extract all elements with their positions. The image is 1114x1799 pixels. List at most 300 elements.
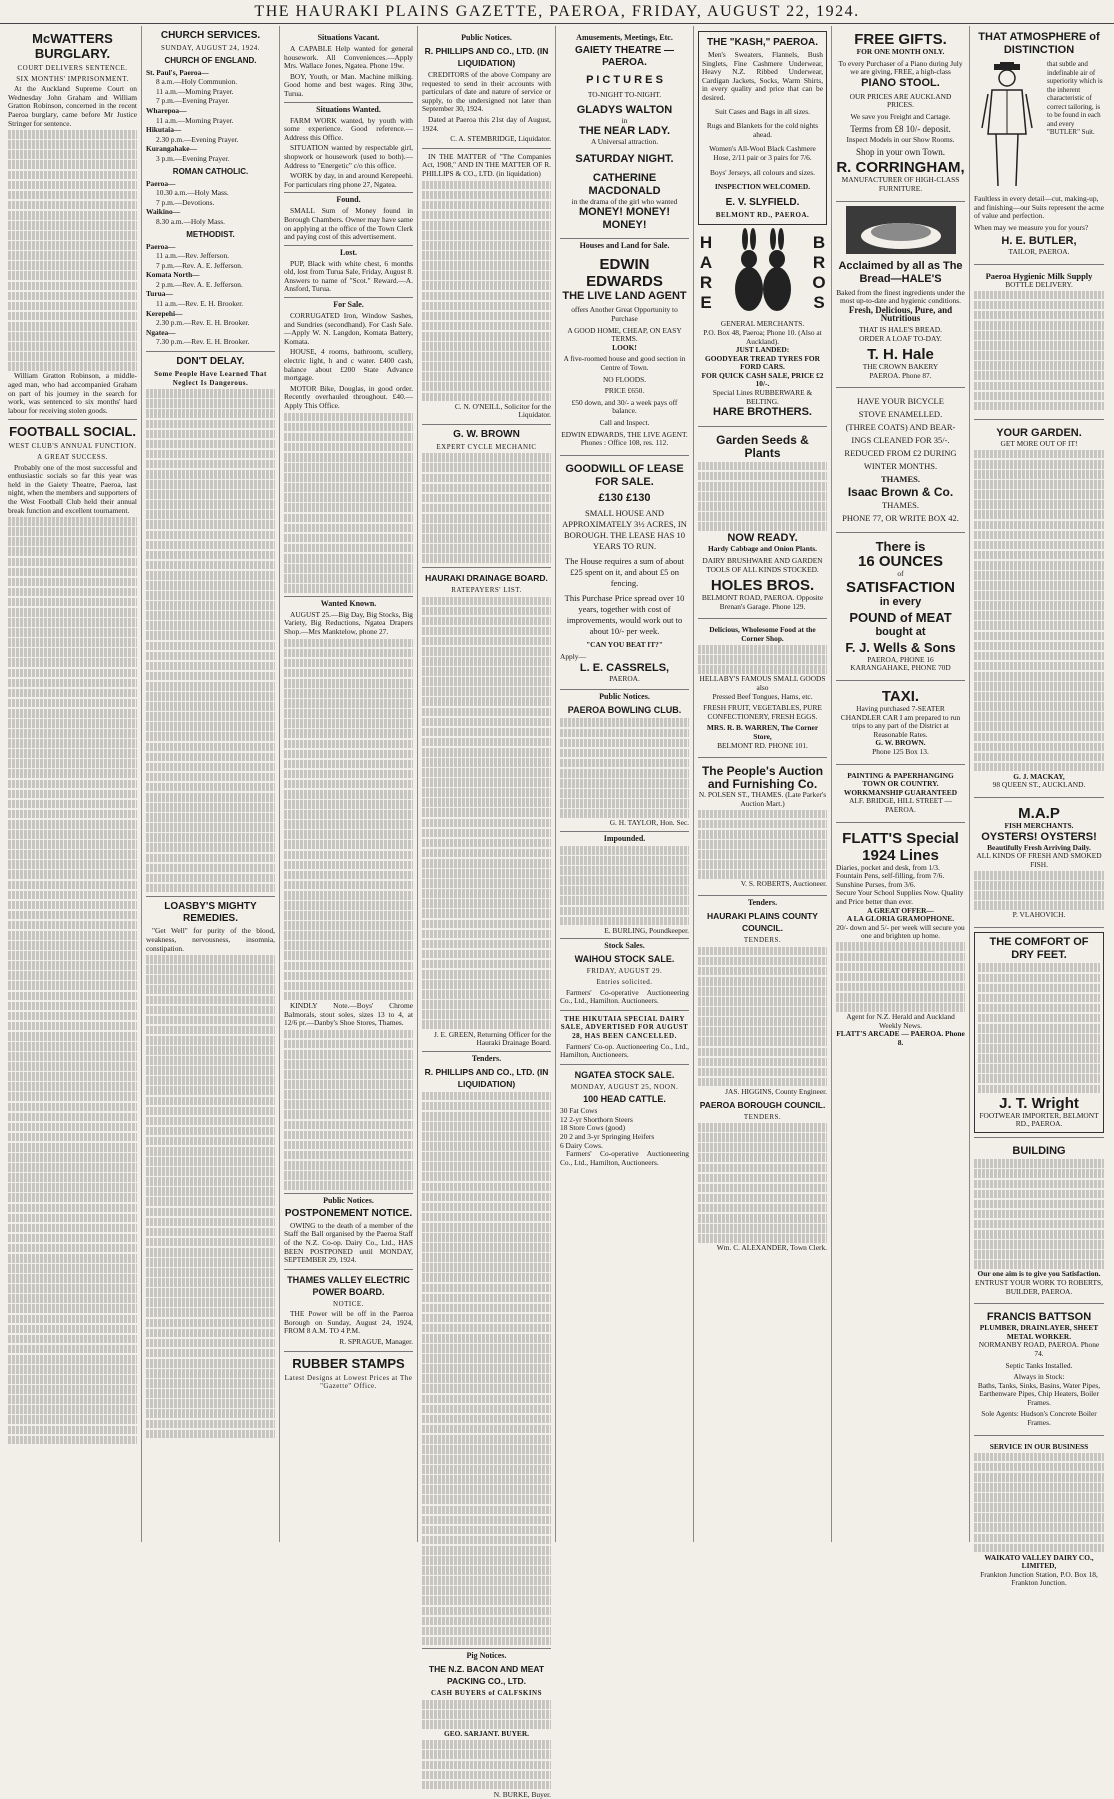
inspect-line: Inspect Models in our Show Rooms.: [846, 135, 955, 145]
notice-signature: G. H. TAYLOR, Hon. Sec.: [609, 818, 689, 828]
article-text-block: [8, 517, 137, 1444]
oysters: OYSTERS! OYSTERS!: [981, 830, 1097, 843]
bought-at: bought at: [875, 625, 926, 638]
film-sub: A Universal attraction.: [590, 137, 659, 147]
fish-merchants: FISH MERCHANTS.: [1004, 821, 1074, 831]
hale-signature: T. H. Hale: [867, 346, 934, 364]
stove-line: STOVE ENAMELLED.: [858, 409, 943, 420]
taxi-phone: Phone 125 Box 13.: [872, 747, 929, 757]
ad-phones: Phones : Office 108, res. 112.: [580, 438, 669, 448]
one-aim: Our one aim is to give you Satisfaction.: [977, 1269, 1101, 1279]
notice-text-block: [422, 1092, 551, 1646]
waikato-address: Frankton Junction Station, P.O. Box 18, Frankton Junction.: [980, 1569, 1098, 1588]
flatt-gramophone: A LA GLORIA GRAMOPHONE.: [846, 914, 955, 924]
section-public-notices: Public Notices.: [284, 1193, 413, 1206]
wright-footwear: FOOTWEAR IMPORTER, BELMONT RD., PAEROA.: [979, 1110, 1099, 1129]
flatt-gramophone-price: 20/- down and 5/- per week will secure you one and brighten up home.: [836, 922, 965, 941]
film-sub: in the drama of the girl who wanted: [571, 196, 678, 206]
wells-address: PAEROA, PHONE 16: [867, 654, 934, 664]
taxi-body: Having purchased 7-SEATER CHANDLER CAR I am prepared to run trips to any part of the District at Reasonable Rates.: [840, 704, 961, 739]
article-text-block: [146, 955, 275, 1438]
warren-signature: MRS. R. B. WARREN, The Corner Store,: [706, 723, 819, 741]
article-body: Probably one of the most successful and enthusiastic socials so far this year was held in the Gaiety Theatre, Paeroa, last night, when the members and supporters of the West Football Club held their annual break function and excellent tournament.: [8, 462, 137, 515]
entrust: ENTRUST YOUR WORK TO ROBERTS,: [975, 1277, 1103, 1287]
ad-rubber-stamps: RUBBER STAMPS: [292, 1355, 405, 1371]
ad-text-block: [974, 291, 1104, 411]
kash-line: Rugs and Blankets for the cold nights ahead.: [706, 121, 819, 139]
flatt-signature: FLATT'S ARCADE — PAEROA. Phone 8.: [836, 1029, 965, 1047]
service-time: 7 p.m.—Evening Prayer.: [156, 96, 230, 106]
ad-isaac-brown: [836, 392, 965, 528]
agent-tagline: THE LIVE LAND AGENT: [562, 290, 687, 303]
in-every: in every: [879, 595, 922, 608]
reduced-line: REDUCED FROM £2 DURING: [844, 448, 957, 459]
when-body: When may we measure you for yours?: [974, 222, 1089, 232]
ad-text-block: [422, 1700, 551, 1729]
place-name: Ngatea—: [146, 327, 176, 337]
ad-text: A five-roomed house and good section in Centre of Town.: [563, 354, 686, 372]
kash-line: Women's All-Wool Black Cashmere Hose, 2/11 pair or 3 pairs for 7/6.: [709, 144, 816, 162]
section-stock-sales: Stock Sales.: [560, 938, 689, 951]
kash-line: Suit Cases and Bags in all sizes.: [714, 106, 811, 116]
classified-ad: WORK by day, in and around Kerepeehi. For particulars ring phone 27, Ngatea.: [284, 171, 413, 189]
place-name: Turua—: [146, 289, 173, 299]
sixteen-ounces: 16 OUNCES: [857, 553, 944, 571]
classified-ad: AUGUST 25.—Big Day, Big Stocks, Big Variety, Big Reductions, Ngatea Drapers Shop.—Mrs Manktelow, phone 27.: [284, 609, 413, 636]
sale-cattle: 100 HEAD CATTLE.: [583, 1094, 666, 1105]
thats-line: THAT IS HALE'S BREAD.: [859, 324, 942, 334]
ad-text-block: [422, 1740, 551, 1789]
place-name: Kurangahake—: [146, 144, 197, 154]
methodist: METHODIST.: [186, 229, 235, 239]
waikato-signature: WAIKATO VALLEY DAIRY CO., LIMITED,: [984, 1552, 1094, 1571]
tender-signature: Wm. C. ALEXANDER, Town Clerk.: [716, 1243, 827, 1253]
place-name: St. Paul's, Paeroa—: [146, 67, 209, 77]
place-name: Paeroa—: [146, 178, 176, 188]
holes-signature: HOLES BROS.: [710, 577, 815, 595]
section-public-notices: Public Notices.: [461, 33, 512, 42]
order-line: ORDER A LOAF TO-DAY.: [859, 333, 942, 343]
atmosphere-heading: THAT ATMOSPHERE of DISTINCTION: [978, 31, 1100, 56]
column-3: [280, 26, 418, 1542]
thames-line: THAMES.: [881, 474, 920, 485]
ad-text-block: [974, 450, 1104, 772]
classified-ad: A CAPABLE Help wanted for general housework. All Conveniences.—Apply Mrs. Wallace Jones, Ngatea. Phone 19w.: [284, 44, 413, 71]
column-4: [418, 26, 556, 1799]
battson-always: Always in Stock:: [1013, 1372, 1065, 1382]
peoples-heading: The People's Auction and Furnishing Co.: [701, 764, 824, 792]
gentleman-illustration: [974, 62, 1044, 190]
fresh-fruit: FRESH FRUIT, VEGETABLES, PURE CONFECTIONERY, FRESH EGGS.: [703, 703, 822, 721]
ad-bacon: THE N.Z. BACON AND MEAT PACKING CO., LTD.: [428, 1664, 545, 1687]
ad-goodwill: [560, 460, 689, 687]
section-wanted-known: Wanted Known.: [284, 596, 413, 609]
service-time: 11 a.m.—Morning Prayer.: [156, 115, 234, 125]
sale-auctioneer: Farmers' Co-op. Auctioneering Co., Ltd., Hamilton, Auctioneers.: [560, 1041, 689, 1060]
taxi-heading: TAXI.: [881, 688, 920, 706]
agent-name: EDWIN EDWARDS: [586, 256, 663, 291]
article-body: At the Auckland Supreme Court on Wednesday John Graham and William Gratton Robinson, concerned in the recent Paeroa burglary, came before Mr Justice Stringer for sentence.: [8, 84, 137, 128]
film-title: MONEY! MONEY! MONEY!: [578, 206, 671, 232]
taxi-signature: G. W. BROWN.: [875, 738, 926, 748]
ad-price: PRICE £650.: [604, 386, 645, 396]
ad-text: Call and Inspect.: [599, 417, 650, 427]
free-gifts-body: To every Purchaser of a Piano during July we are giving, FREE, a high-class: [838, 58, 963, 77]
ad-text: £50 down, and 30/- a week pays off balance.: [571, 397, 678, 416]
flatt-item: Fountain Pens, self-filling, from 7/6.: [836, 871, 945, 881]
service-time: 2.30 p.m.—Rev. E. H. Brooker.: [156, 318, 250, 328]
battson-address: NORMANBY ROAD, PAEROA. Phone 74.: [978, 1340, 1100, 1358]
subhead-court: COURT DELIVERS SENTENCE.: [17, 64, 128, 72]
classified-text-block: [284, 1030, 413, 1190]
ad-text: offers Another Great Opportunity to Purchase: [571, 305, 678, 323]
goodwill-heading: GOODWILL OF LEASE FOR SALE.: [565, 462, 684, 488]
ad-text-block: [974, 1159, 1104, 1269]
ad-building: [974, 1142, 1104, 1299]
mackay-address: 98 QUEEN ST., AUCKLAND.: [992, 780, 1086, 790]
classified-ad: MOTOR Bike, Douglas, in good order. Recently overhauled throughout. £40.—Apply This Office.: [284, 383, 413, 410]
bicycle-line: HAVE YOUR BICYCLE: [857, 396, 944, 407]
freight-line: We save you Freight and Cartage.: [850, 111, 951, 121]
crown-address: PAEROA. Phone 87.: [869, 370, 932, 380]
warren-address: BELMONT RD. PHONE 101.: [717, 740, 808, 750]
map-heading: M.A.P: [1018, 805, 1060, 823]
kash-signature: E. V. SLYFIELD.: [725, 196, 800, 208]
isaac-phone: PHONE 77, OR WRITE BOX 42.: [842, 513, 959, 524]
ad-text-block: [422, 453, 551, 563]
headline-dont-delay: DON'T DELAY.: [176, 356, 245, 368]
rabbits-illustration: [721, 229, 805, 317]
kash-address: BELMONT RD., PAEROA.: [715, 210, 810, 219]
section-amusements: Amusements, Meetings, Etc.: [576, 33, 673, 42]
service-time: 11 a.m.—Rev. E. H. Brooker.: [156, 299, 244, 309]
ad-text: This Purchase Price spread over 10 years, together with cost of improvements, would work out to about 10/- per week.: [564, 592, 685, 636]
workmanship: WORKMANSHIP GUARANTEED: [843, 787, 958, 797]
notice-text-block: [560, 846, 689, 925]
wells-signature: F. J. Wells & Sons: [845, 639, 956, 655]
column-6: [694, 26, 832, 1542]
section-situations-wanted: Situations Wanted.: [284, 102, 413, 115]
crown-bakery: THE CROWN BAKERY: [862, 362, 939, 372]
vlahovich-signature: P. VLAHOVICH.: [1012, 910, 1066, 920]
headline-church-services: CHURCH SERVICES.: [160, 30, 261, 41]
sale-entries: Entries solicited.: [596, 977, 653, 986]
sale-waihou: WAIHOU STOCK SALE.: [574, 954, 675, 965]
roman-catholic: ROMAN CATHOLIC.: [172, 166, 249, 176]
subhead-success: A GREAT SUCCESS.: [37, 452, 108, 461]
ad-text-block: [698, 462, 827, 531]
ad-pictures: [560, 71, 689, 235]
builder: BUILDER, PAEROA.: [1005, 1286, 1073, 1296]
service-time: 7 p.m.—Rev. A. E. Jefferson.: [156, 260, 243, 270]
notice-signature: C. A. STEMBRIDGE, Liquidator.: [450, 134, 551, 144]
subhead-sentence: SIX MONTHS' IMPRISONMENT.: [16, 74, 129, 83]
atmosphere-body: that subtle and indefinable air of superiority which is the inherent characteristic of correct tailoring, is to be found in each and every "BUTLER" Suit.: [1047, 60, 1103, 136]
battson-sole: Sole Agents: Hudson's Concrete Boiler Frames.: [981, 1409, 1097, 1428]
flatt-offer: A GREAT OFFER—: [867, 905, 934, 915]
flatt-agent: Agent for N.Z. Herald and Auckland Weekly News.: [846, 1012, 955, 1030]
flatt-item: Secure Your School Supplies Now. Quality and Price better than ever.: [836, 888, 964, 906]
bakery-illustration: [846, 206, 956, 254]
classified-ad: CORRUGATED Iron, Window Sashes, and Sundries (secondhand). For Cash Sale.—Apply W. N. Langdon, Komata Battery, Komata.: [284, 311, 413, 346]
milk-heading: Paeroa Hygienic Milk Supply: [985, 270, 1093, 281]
notice-date: Dated at Paeroa this 21st day of August, 1924.: [422, 114, 551, 133]
newspaper-page: [4, 26, 1110, 1799]
flatt-heading: FLATT'S Special 1924 Lines: [842, 829, 959, 864]
ad-waikato: [974, 1440, 1104, 1591]
column-2: [142, 26, 280, 1542]
ad-painting: [836, 769, 965, 818]
acclaimed-heading: Acclaimed by all as The Bread—HALE'S: [838, 259, 963, 285]
tender-text-block: [698, 947, 827, 1087]
tender-hauraki: HAURAKI PLAINS COUNTY COUNCIL.: [707, 911, 818, 934]
column-5: [556, 26, 694, 1542]
ad-comfort: [974, 932, 1104, 1133]
bros-letters: B R O S: [812, 233, 826, 313]
ad-hales-bread: [836, 257, 965, 384]
beautifully: Beautifully Fresh Arriving Daily.: [987, 842, 1091, 852]
hare-quick: FOR QUICK CASH SALE, PRICE £2 10/-.: [701, 370, 824, 389]
battson-trade: PLUMBER, DRAINLAYER, SHEET METAL WORKER.: [979, 1323, 1099, 1341]
notice-label: NOTICE.: [333, 1299, 364, 1308]
wells-address-2: KARANGAHAKE, PHONE 70D: [850, 663, 951, 673]
pictures-heading: P I C T U R E S: [586, 74, 663, 86]
dairy-brushware: DAIRY BRUSHWARE AND GARDEN TOOLS OF ALL KINDS STOCKED.: [702, 556, 823, 574]
service-time: 11 a.m.—Morning Prayer.: [156, 86, 234, 96]
classified-ad: BOY, Youth, or Man. Machine milking. Good home and best wages. Ring 30w, Turua.: [284, 71, 413, 98]
now-ready: NOW READY.: [727, 532, 798, 545]
pound-meat: POUND of MEAT: [849, 609, 952, 625]
ad-corner-shop: [698, 623, 827, 753]
ad-kash: [698, 31, 827, 225]
ad-free-gifts: [836, 28, 965, 197]
garden-heading: YOUR GARDEN.: [996, 426, 1082, 439]
tonight-label: TO-NIGHT TO-NIGHT.: [587, 90, 662, 99]
sale-auctioneer: Farmers' Co-operative Auctioneering Co., Ltd., Hamilton, Auctioneers.: [560, 1149, 689, 1167]
ad-tagline: "CAN YOU BEAT IT?": [586, 639, 663, 649]
flatt-item: Diaries, pocket and desk, from 1/3.: [836, 862, 940, 872]
terms-line: Terms from £8 10/- deposit.: [850, 123, 951, 134]
hare-landed: JUST LANDED:: [735, 345, 790, 355]
get-more: GET MORE OUT OF IT!: [1000, 438, 1078, 448]
notice-thames-valley: THAMES VALLEY ELECTRIC POWER BOARD.: [287, 1274, 410, 1297]
star-name: GLADYS WALTON: [576, 103, 673, 116]
garden-heading: Garden Seeds & Plants: [716, 433, 809, 461]
service-time: 7.30 p.m.—Rev. E. H. Brooker.: [156, 337, 250, 347]
headline-loasby: LOASBY'S MIGHTY REMEDIES.: [164, 901, 257, 925]
masthead: THE HAURAKI PLAINS GAZETTE, PAEROA, FRIDAY, AUGUST 22, 1924.: [0, 0, 1114, 24]
cattle-item: 6 Dairy Cows.: [560, 1140, 603, 1150]
ad-text-block: [698, 810, 827, 879]
service-time: 2.30 p.m.—Evening Prayer.: [156, 134, 239, 144]
manufacturer-line: MANUFACTURER OF HIGH-CLASS FURNITURE.: [841, 175, 960, 193]
building-heading: BUILDING: [1012, 1144, 1066, 1157]
butler-signature: H. E. BUTLER,: [1001, 235, 1077, 248]
hare-special: Special Lines RUBBERWARE & BELTING.: [712, 388, 813, 406]
ad-signature: L. E. CASSRELS,: [579, 661, 670, 674]
cattle-item: 20 2 and 3-yr Springing Heifers: [560, 1132, 655, 1142]
shop-line: Shop in your own Town.: [856, 146, 945, 157]
section-lost: Lost.: [284, 245, 413, 258]
sale-date: MONDAY, AUGUST 25, NOON.: [570, 1082, 679, 1091]
tender-borough: PAEROA BOROUGH COUNCIL.: [699, 1099, 826, 1110]
notice-text-block: [422, 597, 551, 1030]
article-body: "Get Well" for purity of the blood, weakness, nervousness, insomnia, constipation.: [146, 926, 275, 953]
peoples-signature: V. S. ROBERTS, Auctioneer.: [740, 879, 827, 889]
ad-sarjant: GEO. SARJANT. BUYER.: [443, 1729, 530, 1739]
place-name: Kerepehi—: [146, 308, 183, 318]
service-time: 11 a.m.—Rev. Jefferson.: [156, 251, 229, 261]
ad-hare-bros-banner: [698, 229, 827, 317]
corner-heading: Delicious, Wholesome Food at the Corner Shop.: [709, 625, 816, 643]
piano-stool: PIANO STOOL.: [861, 76, 940, 89]
notice-bowling: PAEROA BOWLING CLUB.: [567, 705, 682, 716]
wright-signature: J. T. Wright: [999, 1094, 1079, 1112]
section-public-notices: Public Notices.: [560, 689, 689, 702]
classified-text-block: [284, 639, 413, 1001]
ad-text-block: [974, 871, 1104, 910]
ad-rubber-stamps-sub: Latest Designs at Lowest Prices at The "Gazette" Office.: [284, 1373, 413, 1391]
hare-general: GENERAL MERCHANTS.: [720, 319, 805, 329]
ad-apply: Apply—: [560, 652, 586, 662]
notice-ratepayers: RATEPAYERS' LIST.: [451, 585, 522, 594]
ad-brown-sub: EXPERT CYCLE MECHANIC: [436, 442, 537, 451]
pressed-beef: Pressed Beef Tongues, Hams, etc.: [712, 691, 813, 701]
satisfaction: SATISFACTION: [846, 578, 955, 596]
all-kinds: ALL KINDS OF FRESH AND SMOKED FISH.: [976, 851, 1102, 869]
section-tenders: Tenders.: [422, 1051, 551, 1064]
star-name: CATHERINE MACDONALD: [588, 171, 661, 197]
ad-text-block: [698, 645, 827, 674]
battson-septic: Septic Tanks Installed.: [1005, 1360, 1073, 1370]
sale-auctioneer: Farmers' Co-operative Auctioneering Co., Ltd., Hamilton. Auctioneers.: [560, 987, 689, 1006]
section-impounded: Impounded.: [560, 831, 689, 844]
section-houses: Houses and Land for Sale.: [560, 238, 689, 251]
ings-line: INGS CLEANED FOR 35/-.: [851, 435, 950, 446]
baked-line: Baked from the finest ingredients under the most up-to-date and hygienic conditions.: [836, 287, 965, 306]
notice-signature: J. E. GREEN, Returning Officer for the Hauraki Drainage Board.: [433, 1029, 551, 1048]
notice-text-block: [422, 181, 551, 402]
ad-flatt: [836, 827, 965, 1051]
hare-goodyear: GOODYEAR TREAD TYRES FOR FORD CARS.: [705, 353, 820, 372]
ad-calfskins: CASH BUYERS of CALFSKINS: [431, 1689, 542, 1698]
saturday-label: SATURDAY NIGHT.: [575, 152, 674, 165]
ad-taxi: [836, 685, 965, 760]
service-time: 8 a.m.—Holy Communion.: [156, 77, 238, 87]
classified-ad: KINDLY Note.—Boys' Chrome Balmorals, stout soles, sizes 13 to 4, at 12/6 pr.—Danby's Shoe Stores, Thames.: [284, 1000, 413, 1028]
article-text-block: [8, 130, 137, 371]
section-for-sale: For Sale.: [284, 297, 413, 310]
ad-milk-supply: [974, 269, 1104, 415]
milk-bottle: BOTTLE DELIVERY.: [1005, 279, 1073, 289]
services-date: SUNDAY, AUGUST 24, 1924.: [160, 44, 260, 52]
isaac-signature: Isaac Brown & Co.: [847, 485, 954, 500]
sale-cancelled: THE HIKUTAIA SPECIAL DAIRY SALE, ADVERTISED FOR AUGUST 28, HAS BEEN CANCELLED.: [560, 1014, 689, 1040]
holes-address: BELMONT ROAD, PAEROA. Opposite Brenan's Garage. Phone 129.: [701, 593, 824, 611]
kash-line: Boys' Jerseys, all colours and sizes.: [710, 167, 815, 177]
ad-text: NO FLOODS.: [602, 374, 647, 384]
service-time: 3 p.m.—Evening Prayer.: [156, 153, 230, 163]
service-time: 10.30 a.m.—Holy Mass.: [156, 188, 229, 198]
battson-items: Baths, Tanks, Sinks, Basins, Water Pipes, Earthenware Pipes, Chip Heaters, Boiler Frames.: [977, 1380, 1101, 1407]
classified-ad: PUP, Black with white chest, 6 months old, lost from Turua Sale, Friday, August 8. Answers to name of "Scot." Reward.—A. Ansford, Turua.: [284, 258, 413, 294]
place-name: Wharepoa—: [146, 105, 187, 115]
service-time: 2 p.m.—Rev. A. E. Jefferson.: [156, 279, 243, 289]
ad-text-block: [836, 942, 965, 1011]
service-heading: SERVICE IN OUR BUSINESS: [989, 1441, 1089, 1451]
ad-brown: G. W. BROWN: [453, 428, 520, 440]
section-found: Found.: [284, 192, 413, 205]
notice-text-block: [560, 718, 689, 817]
sale-ngatea: NGATEA STOCK SALE.: [574, 1069, 675, 1080]
classified-ad: SMALL Sum of Money found in Borough Chambers. Owner may have same on applying at the office of the Town Clerk and paying cost of this advertisement.: [284, 206, 413, 242]
coats-line: (THREE COATS) AND BEAR-: [845, 422, 956, 433]
place-name: Waikino—: [146, 207, 181, 217]
notice-matter: IN THE MATTER of "The Companies Act, 1908," AND IN THE MATTER OF R. PHILLIPS & CO., LTD. (in liquidation): [422, 151, 551, 178]
hare-pobox: P.O. Box 48, Paeroa; Phone 10. (Also at Auckland).: [703, 327, 822, 346]
ad-gaiety: GAIETY THEATRE — PAEROA.: [574, 45, 675, 68]
classified-text-block: [284, 413, 413, 593]
corringham: R. CORRINGHAM,: [836, 159, 965, 177]
ad-town: PAEROA.: [609, 673, 640, 683]
ad-edwin-edwards: [560, 253, 689, 450]
ad-hare-bros: [698, 317, 827, 422]
section-tenders: Tenders.: [698, 895, 827, 908]
column-8: [970, 26, 1108, 1588]
tender-signature: JAS. HIGGINS, County Engineer.: [725, 1086, 827, 1096]
notice-phillips: R. PHILLIPS AND CO., LTD. (IN LIQUIDATION): [424, 46, 549, 68]
ad-fish: [974, 802, 1104, 923]
kash-heading: THE "KASH," PAEROA.: [707, 37, 818, 48]
painting-heading: PAINTING & PAPERHANGING TOWN OR COUNTRY.: [847, 770, 954, 789]
ad-signature: EDWIN EDWARDS, THE LIVE AGENT.: [561, 429, 688, 439]
tender-label: TENDERS.: [743, 936, 782, 945]
ad-butler: [974, 28, 1104, 260]
ad-text-block: [974, 1453, 1104, 1552]
notice-body: OWING to the death of a member of the Staff the Ball organised by the Paeroa Staff of the N.Z. Co-op. Dairy Co., Ltd., HAS BEEN POSTPONED until MONDAY, SEPTEMBER 29, 1924.: [284, 1220, 413, 1265]
article-body: William Gratton Robinson, a middle-aged man, who had accompanied Graham on part of his journey in the search for work, was sentenced to six months' hard labour for receiving stolen goods.: [8, 371, 137, 415]
one-month: FOR ONE MONTH ONLY.: [856, 47, 945, 56]
tender-text-block: [698, 1123, 827, 1243]
of-label: of: [897, 569, 904, 579]
kash-line: INSPECTION WELCOMED.: [714, 182, 811, 192]
goodwill-price: £130 £130: [598, 491, 651, 504]
ad-text: A GOOD HOME, CHEAP, ON EASY TERMS.: [567, 325, 682, 344]
ad-holes-bros: [698, 431, 827, 614]
winter-line: WINTER MONTHS.: [863, 461, 938, 472]
column-1: [4, 26, 142, 1542]
classified-ad: FARM WORK wanted, by youth with some experience. Good reference.—Address this Office.: [284, 115, 413, 142]
peoples-address: N. POLSEN ST., THAMES. (Late Parker's Auction Mart.): [698, 790, 827, 808]
hardy-plants: Hardy Cabbage and Onion Plants.: [707, 544, 818, 554]
ad-text-block: [978, 963, 1100, 1093]
headline-football: FOOTBALL SOCIAL.: [9, 424, 136, 440]
notice-signature: R. SPRAGUE, Manager.: [339, 1337, 413, 1347]
sale-date: FRIDAY, AUGUST 29.: [586, 967, 663, 976]
column-7: [832, 26, 970, 1542]
there-is: There is: [875, 539, 926, 555]
ad-battson: [974, 1308, 1104, 1431]
church-of-england: CHURCH OF ENGLAND.: [164, 55, 257, 65]
free-gifts-heading: FREE GIFTS.: [854, 31, 947, 48]
ad-mackay: [974, 424, 1104, 793]
service-time: 7 p.m.—Devotions.: [156, 197, 215, 207]
place-name: Komata North—: [146, 270, 200, 280]
mackay-signature: G. J. MACKAY,: [1013, 771, 1065, 781]
cattle-item: 18 Store Cows (good): [560, 1123, 626, 1133]
isaac-town: THAMES.: [881, 500, 920, 511]
section-situations-vacant: Situations Vacant.: [317, 33, 380, 42]
